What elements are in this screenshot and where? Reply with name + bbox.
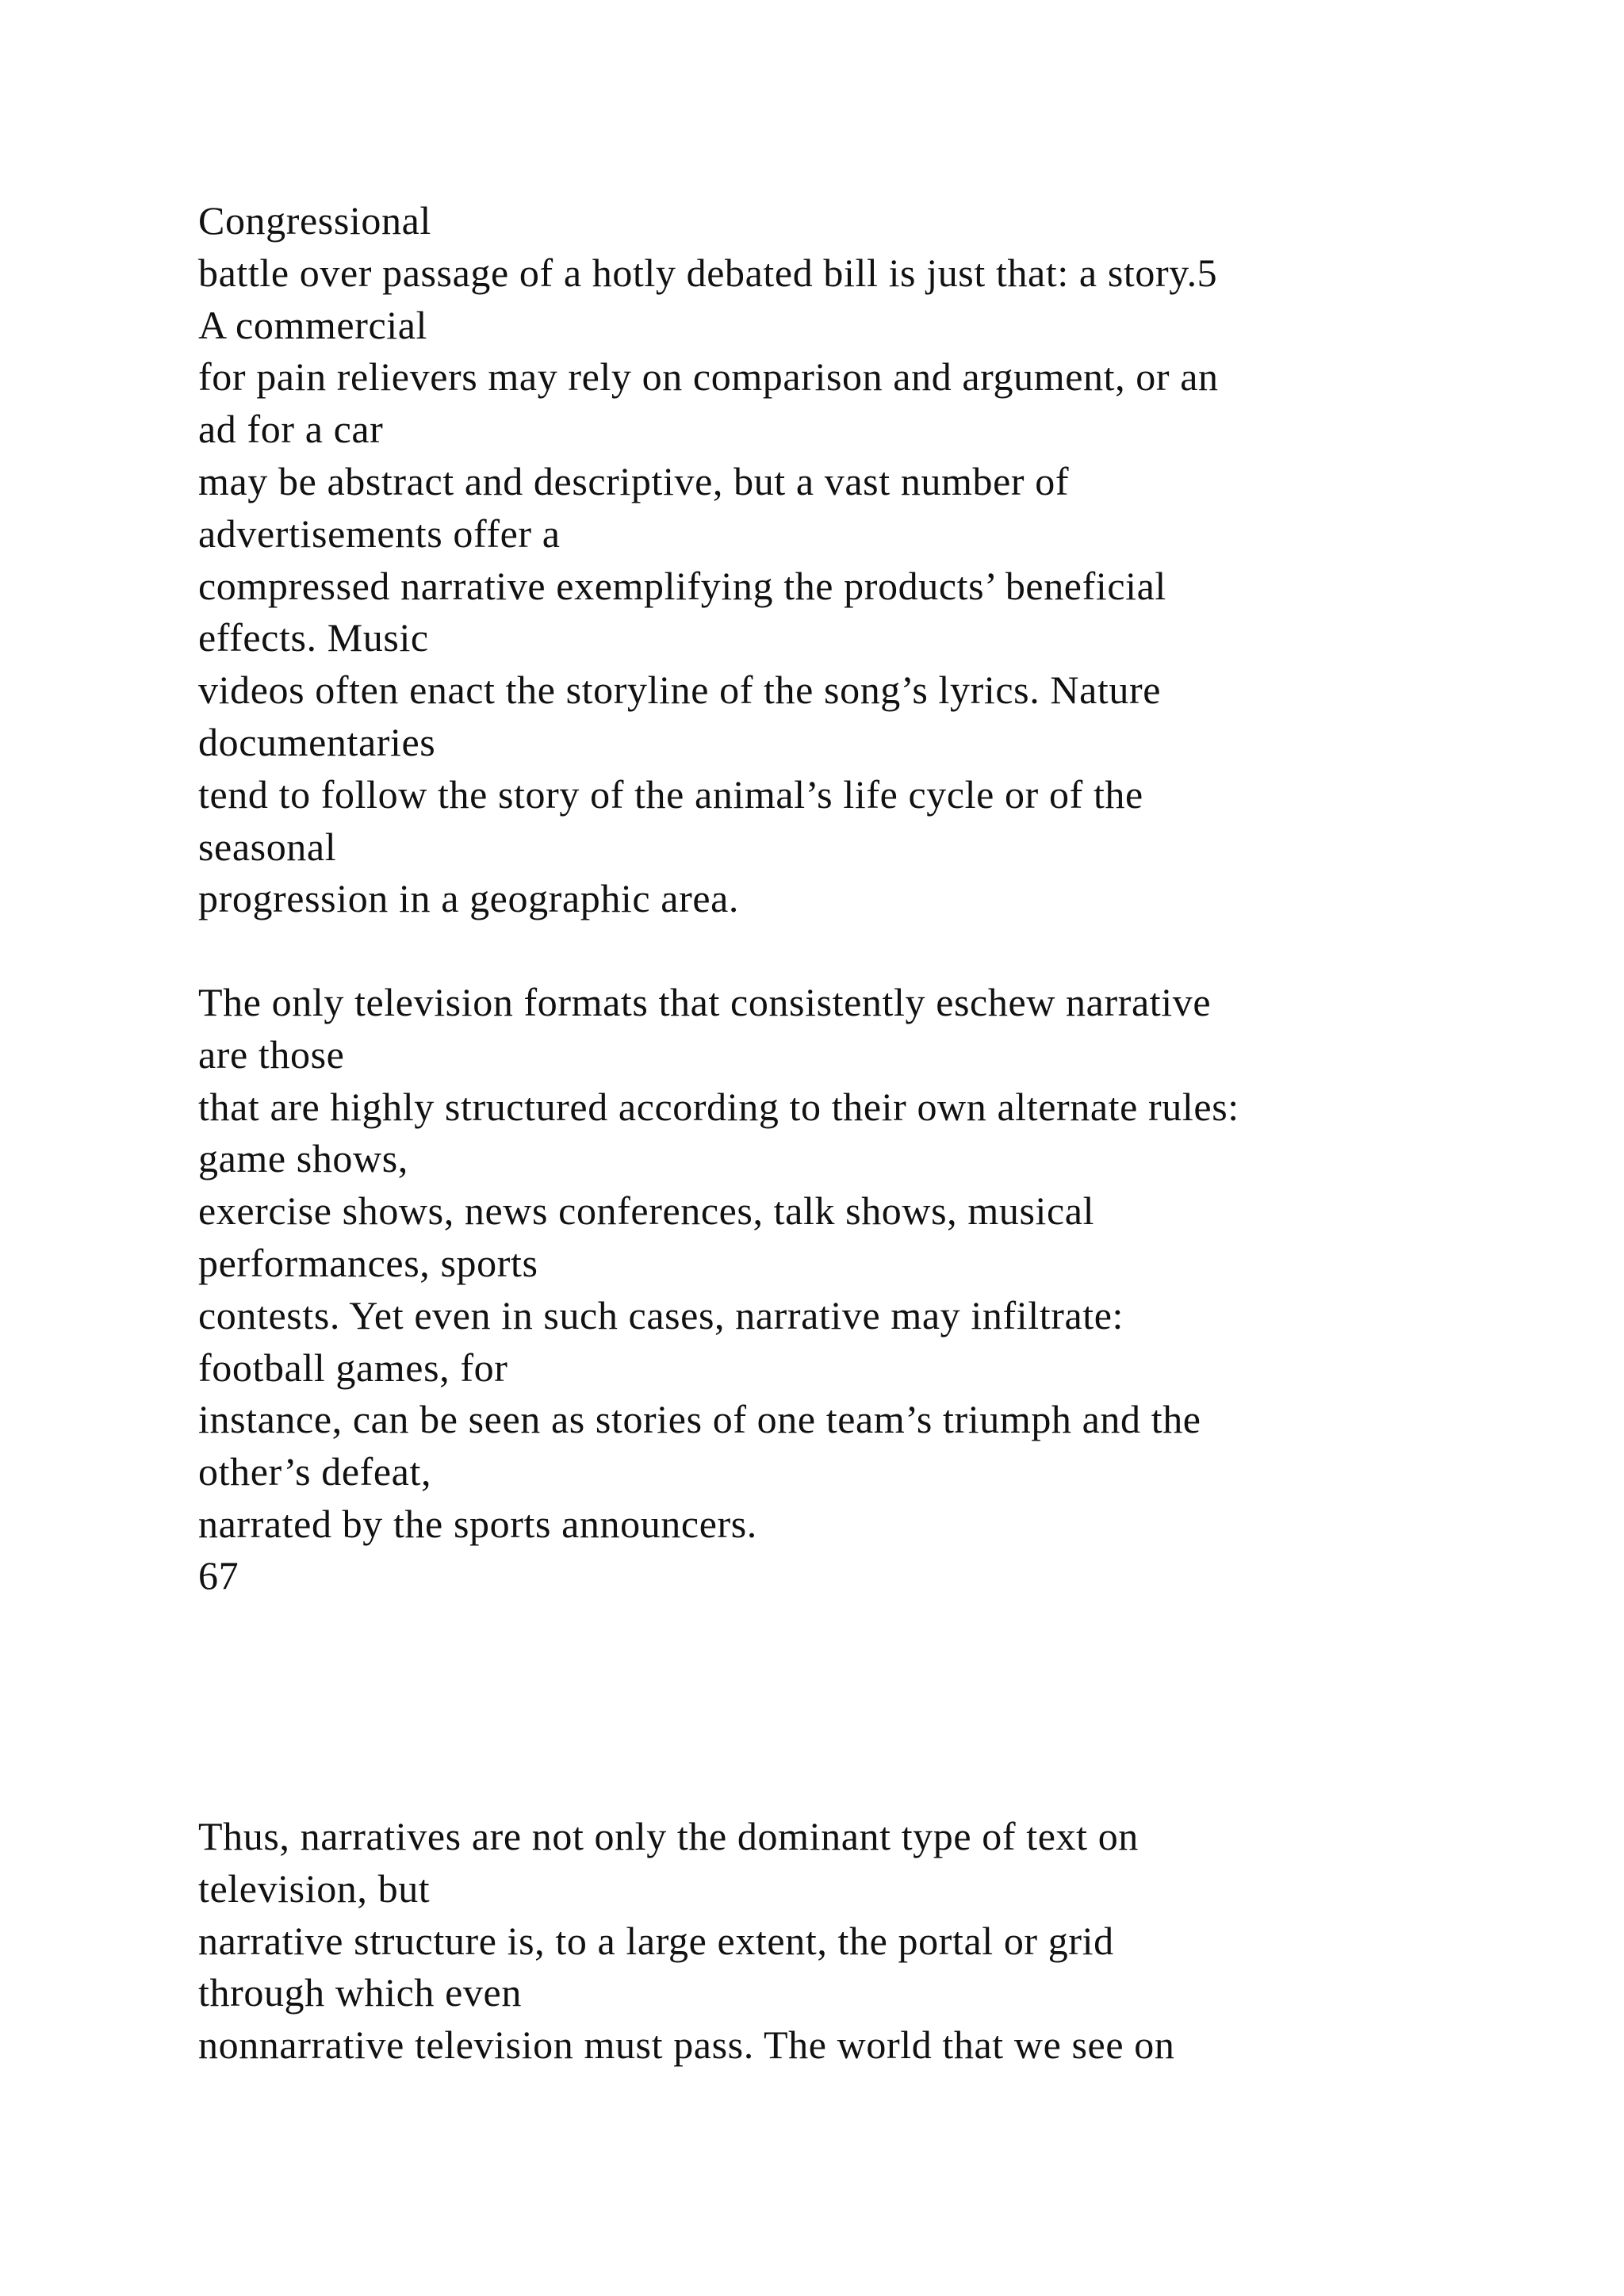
text-line: television, but xyxy=(198,1866,431,1911)
text-line: through which even xyxy=(198,1970,522,2015)
text-line: other’s defeat, xyxy=(198,1449,432,1494)
text-line: football games, for xyxy=(198,1345,508,1390)
paragraph-nonnarrative-formats xyxy=(198,977,1594,1551)
text-line: advertisements offer a xyxy=(198,511,561,556)
text-line: are those xyxy=(198,1031,345,1077)
text-line: narrative structure is, to a large extent, the portal or grid xyxy=(198,1918,1114,1963)
text-line: Congressional xyxy=(198,198,431,243)
text-line: progression in a geographic area. xyxy=(198,876,740,921)
text-line: compressed narrative exemplifying the products’ beneficial xyxy=(198,563,1166,608)
text-line: seasonal xyxy=(198,824,337,869)
text-line: nonnarrative television must pass. The world that we see on xyxy=(198,2022,1175,2068)
text-line: that are highly structured according to their own alternate rules: xyxy=(198,1084,1239,1129)
text-line: A commercial xyxy=(198,302,428,347)
text-line: for pain relievers may rely on comparison and argument, or an xyxy=(198,354,1219,400)
text-line: The only television formats that consistently eschew narrative xyxy=(198,980,1212,1024)
text-line: tend to follow the story of the animal’s life cycle or of the xyxy=(198,771,1143,817)
text-line: instance, can be seen as stories of one team’s triumph and the xyxy=(198,1397,1201,1442)
paragraph-narrative-examples xyxy=(198,195,1594,925)
text-line: videos often enact the storyline of the song’s lyrics. Nature xyxy=(198,668,1162,713)
text-line: ad for a car xyxy=(198,407,384,452)
text-line: contests. Yet even in such cases, narrative may infiltrate: xyxy=(198,1292,1124,1337)
page-number xyxy=(198,1550,1594,1602)
page-number-text: 67 xyxy=(198,1553,239,1598)
text-line: exercise shows, news conferences, talk shows, musical xyxy=(198,1188,1095,1234)
paragraph-narrative-portal xyxy=(198,1811,1594,2072)
text-line: battle over passage of a hotly debated bill is just that: a story.5 xyxy=(198,250,1218,295)
text-line: may be abstract and descriptive, but a vast number of xyxy=(198,458,1070,503)
text-line: Thus, narratives are not only the dominant type of text on xyxy=(198,1814,1139,1858)
text-line: game shows, xyxy=(198,1136,408,1181)
text-line: effects. Music xyxy=(198,615,429,660)
text-line: narrated by the sports announcers. xyxy=(198,1501,757,1546)
text-line: documentaries xyxy=(198,719,436,764)
text-line: performances, sports xyxy=(198,1240,538,1285)
